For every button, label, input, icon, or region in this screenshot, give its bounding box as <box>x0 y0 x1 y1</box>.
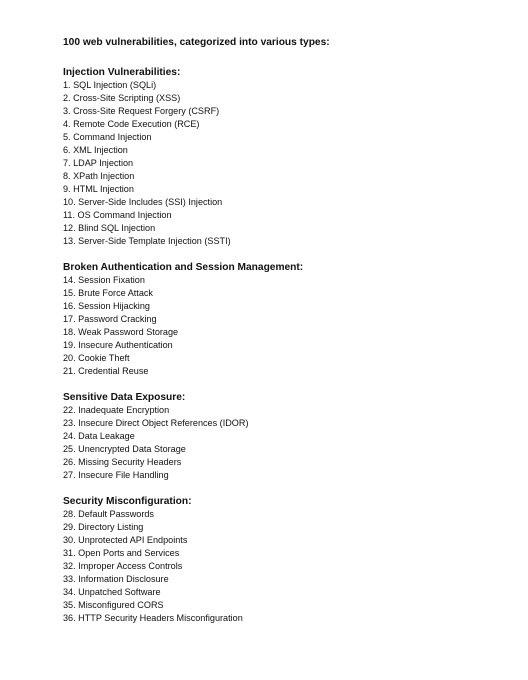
list-item: 6. XML Injection <box>63 145 128 155</box>
section <box>63 261 503 378</box>
list-item: 24. Data Leakage <box>63 431 135 441</box>
list-item: 18. Weak Password Storage <box>63 327 179 337</box>
list-item: 7. LDAP Injection <box>63 158 134 168</box>
section-heading: Sensitive Data Exposure: <box>63 392 186 403</box>
list-item: 34. Unpatched Software <box>63 587 161 597</box>
list-item: 3. Cross-Site Request Forgery (CSRF) <box>63 106 220 116</box>
list-item: 19. Insecure Authentication <box>63 340 173 350</box>
list-item: 8. XPath Injection <box>63 171 135 181</box>
list-item: 4. Remote Code Execution (RCE) <box>63 119 200 129</box>
list-item: 12. Blind SQL Injection <box>63 223 156 233</box>
list-item: 2. Cross-Site Scripting (XSS) <box>63 93 181 103</box>
section-heading: Broken Authentication and Session Management: <box>63 262 304 273</box>
section <box>63 66 503 248</box>
list-item: 14. Session Fixation <box>63 275 145 285</box>
section <box>63 495 503 625</box>
list-item: 20. Cookie Theft <box>63 353 130 363</box>
list-item: 16. Session Hijacking <box>63 301 150 311</box>
list-item: 1. SQL Injection (SQLi) <box>63 80 157 90</box>
list-item: 25. Unencrypted Data Storage <box>63 444 186 454</box>
vulnerability-list <box>63 274 503 378</box>
list-item: 11. OS Command Injection <box>63 210 172 220</box>
section-heading: Security Misconfiguration: <box>63 496 192 507</box>
list-item: 22. Inadequate Encryption <box>63 405 170 415</box>
list-item: 15. Brute Force Attack <box>63 288 153 298</box>
vulnerability-list <box>63 79 503 248</box>
list-item: 13. Server-Side Template Injection (SSTI) <box>63 236 231 246</box>
list-item: 30. Unprotected API Endpoints <box>63 535 188 545</box>
list-item: 5. Command Injection <box>63 132 152 142</box>
section-heading: Injection Vulnerabilities: <box>63 67 181 78</box>
vulnerability-list <box>63 508 503 625</box>
document-title: 100 web vulnerabilities, categorized into various types: <box>63 37 330 48</box>
vulnerability-list <box>63 404 503 482</box>
document-page <box>63 36 503 638</box>
list-item: 29. Directory Listing <box>63 522 144 532</box>
list-item: 32. Improper Access Controls <box>63 561 183 571</box>
list-item: 36. HTTP Security Headers Misconfiguration <box>63 613 243 623</box>
list-item: 23. Insecure Direct Object References (IDOR) <box>63 418 249 428</box>
list-item: 9. HTML Injection <box>63 184 134 194</box>
section <box>63 391 503 482</box>
list-item: 27. Insecure File Handling <box>63 470 169 480</box>
list-item: 35. Misconfigured CORS <box>63 600 164 610</box>
sections-container <box>63 66 503 625</box>
list-item: 28. Default Passwords <box>63 509 154 519</box>
list-item: 21. Credential Reuse <box>63 366 149 376</box>
list-item: 26. Missing Security Headers <box>63 457 182 467</box>
list-item: 17. Password Cracking <box>63 314 157 324</box>
list-item: 10. Server-Side Includes (SSI) Injection <box>63 197 223 207</box>
list-item: 31. Open Ports and Services <box>63 548 180 558</box>
list-item: 33. Information Disclosure <box>63 574 169 584</box>
